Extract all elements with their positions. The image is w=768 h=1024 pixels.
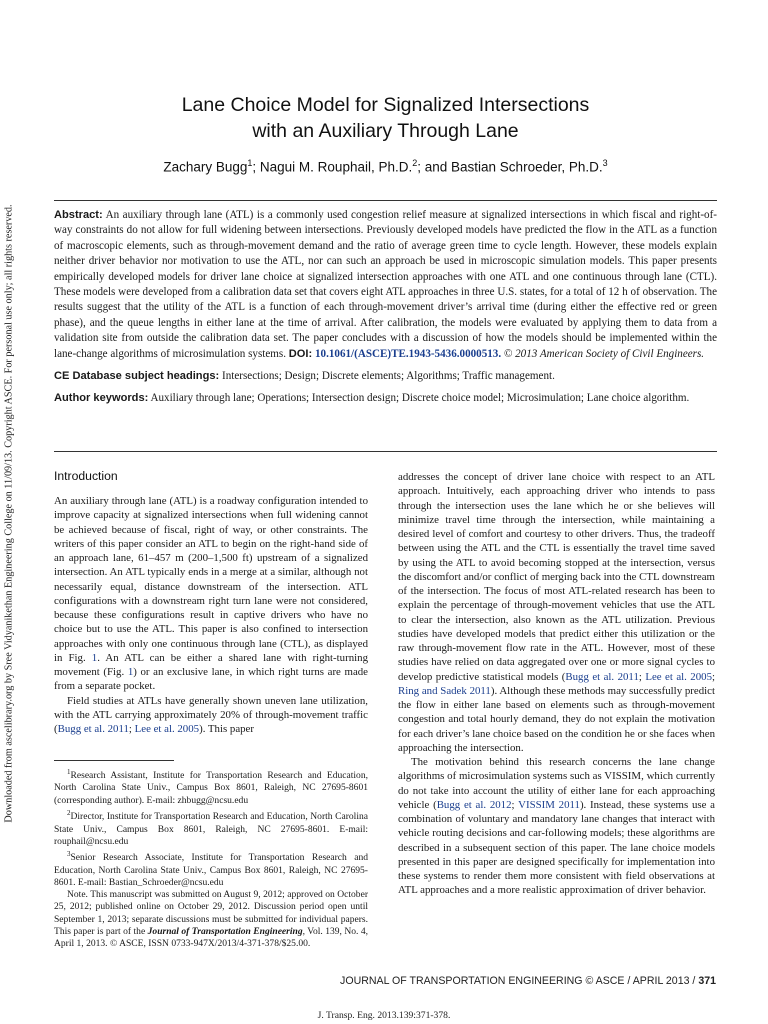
journal-name: Journal of Transportation Engineering xyxy=(147,926,303,938)
author-list xyxy=(54,158,717,175)
doi-label: DOI: xyxy=(288,347,313,360)
footnote-text: Research Assistant, Institute for Transportation Research and Education, North Carolina State Univ., Campus Box 8601, Raleigh, NC 27695-8601 (corresponding author). E-mail: zhbugg@ncsu.edu xyxy=(54,770,368,806)
note-text: , Vol. 139, No. 4, April 1, 2013. © ASCE, ISSN 0733-947X/2013/4-371-378/$25.00. xyxy=(54,926,368,950)
note-text: Note. This manuscript was submitted on August 9, 2012; approved on October 25, 2012; published online on October 29, 2012. Discussion period open until September 1, 2013; separate discussions must be submitted for individual papers. This paper is part of the xyxy=(54,889,368,938)
author-2: ; Nagui M. Rouphail, Ph.D. xyxy=(252,159,413,175)
footer-journal: JOURNAL OF TRANSPORTATION ENGINEERING © ASCE / APRIL 2013 / xyxy=(340,975,699,987)
ce-headings xyxy=(54,369,717,384)
author-keywords xyxy=(54,391,717,406)
paper-title xyxy=(54,92,717,144)
right-column xyxy=(398,470,715,898)
ce-headings-text: Intersections; Design; Discrete elements; Algorithms; Traffic management. xyxy=(219,370,555,383)
download-notice: Downloaded from ascelibrary.org by Sree Vidyanikethan Engineering College on 11/09/13. Copyright ASCE. For personal use only; all rights reserved. xyxy=(3,204,15,823)
text-run: addresses the concept of driver lane choice with respect to an ATL approach. Intuitively, each approaching driver who intends to pass through the intersection uses the lane which he or she believes will minimize travel time through the intersection, while maintaining a desired level of comfort and courtesy to other drivers. Thus, the tradeoff between using the ATL and the CTL is essentially the travel time saved by using the ATL to avoid becoming stopped at the intersection, versus the discomfort and/or conflict of merging back into the CTL downstream of the intersection. The focus of most ATL-related research has been to explain the percentage of through-movement vehicles that use the ATL to clear the intersection, also known as the ATL utilization. Previous studies have developed models that predict either this utilization or the raw through-movement flow rate in the ATL. However, most of these studies have relied on data aggregated over one or more signal cycles to develop predictive statistical models ( xyxy=(398,471,715,683)
reference-link[interactable]: Bugg et al. 2012 xyxy=(436,798,512,811)
title-line-2: with an Auxiliary Through Lane xyxy=(252,120,519,142)
submission-note xyxy=(54,889,368,950)
left-column xyxy=(54,494,368,736)
author-1: Zachary Bugg xyxy=(163,159,248,175)
page-footer xyxy=(340,975,716,987)
footnote-marker: 1 xyxy=(67,768,71,776)
footnote-1 xyxy=(54,766,368,807)
introduction-heading: Introduction xyxy=(54,469,118,483)
text-run: ). Instead, these systems use a combination of voluntary and mandatory lane changes that interact with vehicle routing decisions and car-following models; these algorithms are described in a subsequent section of this paper. The lane choice models presented in this paper are designed specifically for implementation into these systems to render them more consistent with field observations at ATL approaches and a more realistic approximation of driver behavior. xyxy=(398,798,715,897)
footnotes xyxy=(54,766,368,951)
doi-link[interactable]: 10.1061/(ASCE)TE.1943-5436.0000513. xyxy=(314,347,502,360)
author-1-mark: 1 xyxy=(247,158,253,168)
text-run: ; xyxy=(712,670,716,683)
footnote-marker: 3 xyxy=(67,850,71,859)
abstract-text: An auxiliary through lane (ATL) is a commonly used congestion relief measure at signalized intersections in which fiscal and right-of-way constraints do not allow for full widening between intersections. Previously developed models have predicted the flow in the ATL as a function of macroscopic elements, such as through-movement demand and the ratio of average green time to cycle length. However, these models explain neither driver behavior nor motivation to use the ATL, nor can such an approach be used in microscopic simulation models. This paper presents empirically developed models for driver lane choice at signalized intersection approaches with one ATL and one continuous through lane (CTL). These models were developed from a calibration data set that covers eight ATL approaches in three U.S. states, for a total of 12 h of observation. The results suggest that the utility of the ATL is a function of each through-movement driver’s arrival time (during either the effective red or green phase), and the queue lengths in either lane at the time of arrival. After calibration, the models were evaluated by applying them to data from a validation site from outside the calibration data set. The paper concludes with a discussion of how the models should be implemented within the lane-change algorithms of microsimulation systems. xyxy=(54,209,717,360)
reference-link[interactable]: Bugg et al. 2011 xyxy=(57,723,129,735)
text-run: An auxiliary through lane (ATL) is a roadway configuration intended to improve capacity at signalized intersections when full widening cannot be achieved because of fiscal, right of way, or other constraints. The writers of this paper consider an ATL to begin on the right-hand side of an approach lane, 61–457 m (200–1,500 ft) upstream of a signalized intersection. An ATL typically ends in a merge at a similar, although not necessarily equal, distance downstream of the intersection. ATL configurations with a downstream right turn lane were not considered, because these configurations result in captive drivers who have no choice but to use the ATL. This paper is also confined to intersection approaches with only one continuous through lane (CTL), as displayed in Fig. xyxy=(54,495,368,664)
copyright-line: © 2013 American Society of Civil Engineers. xyxy=(503,347,705,360)
text-run: ). This paper xyxy=(199,723,254,735)
text-run: ; xyxy=(128,723,135,735)
reference-link[interactable]: Lee et al. 2005 xyxy=(134,723,200,735)
intro-paragraph-2 xyxy=(54,694,368,737)
author-2-mark: 2 xyxy=(412,158,418,168)
footnote-marker: 2 xyxy=(67,809,71,818)
download-watermark xyxy=(0,190,16,840)
abstract-block xyxy=(54,208,717,407)
intro-paragraph-1 xyxy=(54,494,368,694)
footnote-2 xyxy=(54,807,368,848)
text-run: . An ATL can be either a shared lane with right-turning movement (Fig. xyxy=(54,651,368,678)
reference-link[interactable]: Ring and Sadek 2011 xyxy=(398,684,491,697)
intro-paragraph-4 xyxy=(398,755,715,898)
title-line-1: Lane Choice Model for Signalized Intersections xyxy=(181,94,590,116)
figure-1-link[interactable]: 1 xyxy=(91,651,98,664)
text-run: ). Although these methods may successfully predict the flow in either lane based on elements such as through-movement congestion and total hourly demand, they do not explain the motivation for each driver’s lane choice based on the condition he or she faces when approaching the intersection. xyxy=(398,684,715,754)
footnote-text: Director, Institute for Transportation Research and Education, North Carolina State Univ., Campus Box 8601, Raleigh, NC 27695-8601. E-mail: rouphail@ncsu.edu xyxy=(54,811,368,847)
author-keywords-text: Auxiliary through lane; Operations; Intersection design; Discrete choice model; Microsimulation; Lane choice algorithm. xyxy=(148,392,690,405)
footnote-text: Senior Research Associate, Institute for Transportation Research and Education, North Carolina State Univ., Campus Box 8601, Raleigh, NC 27695-8601. E-mail: Bastian_Schroeder@ncsu.edu xyxy=(54,852,368,888)
text-run: Field studies at ATLs have generally shown uneven lane utilization, with the ATL carrying approximately 20% of through-movement traffic ( xyxy=(54,694,368,735)
figure-1-link[interactable]: 1 xyxy=(127,666,134,678)
text-run: The motivation behind this research concerns the lane change algorithms of microsimulation systems such as VISSIM, which currently do not take into account the utility of either lane for each approaching vehicle ( xyxy=(398,756,715,811)
top-rule xyxy=(54,200,717,201)
abstract-label: Abstract: xyxy=(54,209,103,221)
author-3-mark: 3 xyxy=(602,158,608,168)
author-3: ; and Bastian Schroeder, Ph.D. xyxy=(417,159,603,175)
ce-headings-label: CE Database subject headings: xyxy=(54,370,220,383)
abstract-paragraph xyxy=(54,208,717,362)
page-number: 371 xyxy=(698,975,716,987)
text-run: ) or an exclusive lane, in which right turns are made from a separate pocket. xyxy=(54,666,368,693)
reference-link[interactable]: VISSIM 2011 xyxy=(518,798,580,811)
author-keywords-label: Author keywords: xyxy=(54,392,149,405)
text-run: ; xyxy=(638,670,646,683)
text-run: ; xyxy=(511,798,519,811)
reference-link[interactable]: Lee et al. 2005 xyxy=(645,670,712,683)
footnote-3 xyxy=(54,848,368,889)
intro-paragraph-3 xyxy=(398,470,715,755)
bottom-rule xyxy=(54,451,717,452)
reference-link[interactable]: Bugg et al. 2011 xyxy=(565,670,639,683)
footnote-rule xyxy=(54,760,174,761)
citation-line: J. Transp. Eng. 2013.139:371-378. xyxy=(317,1010,451,1021)
